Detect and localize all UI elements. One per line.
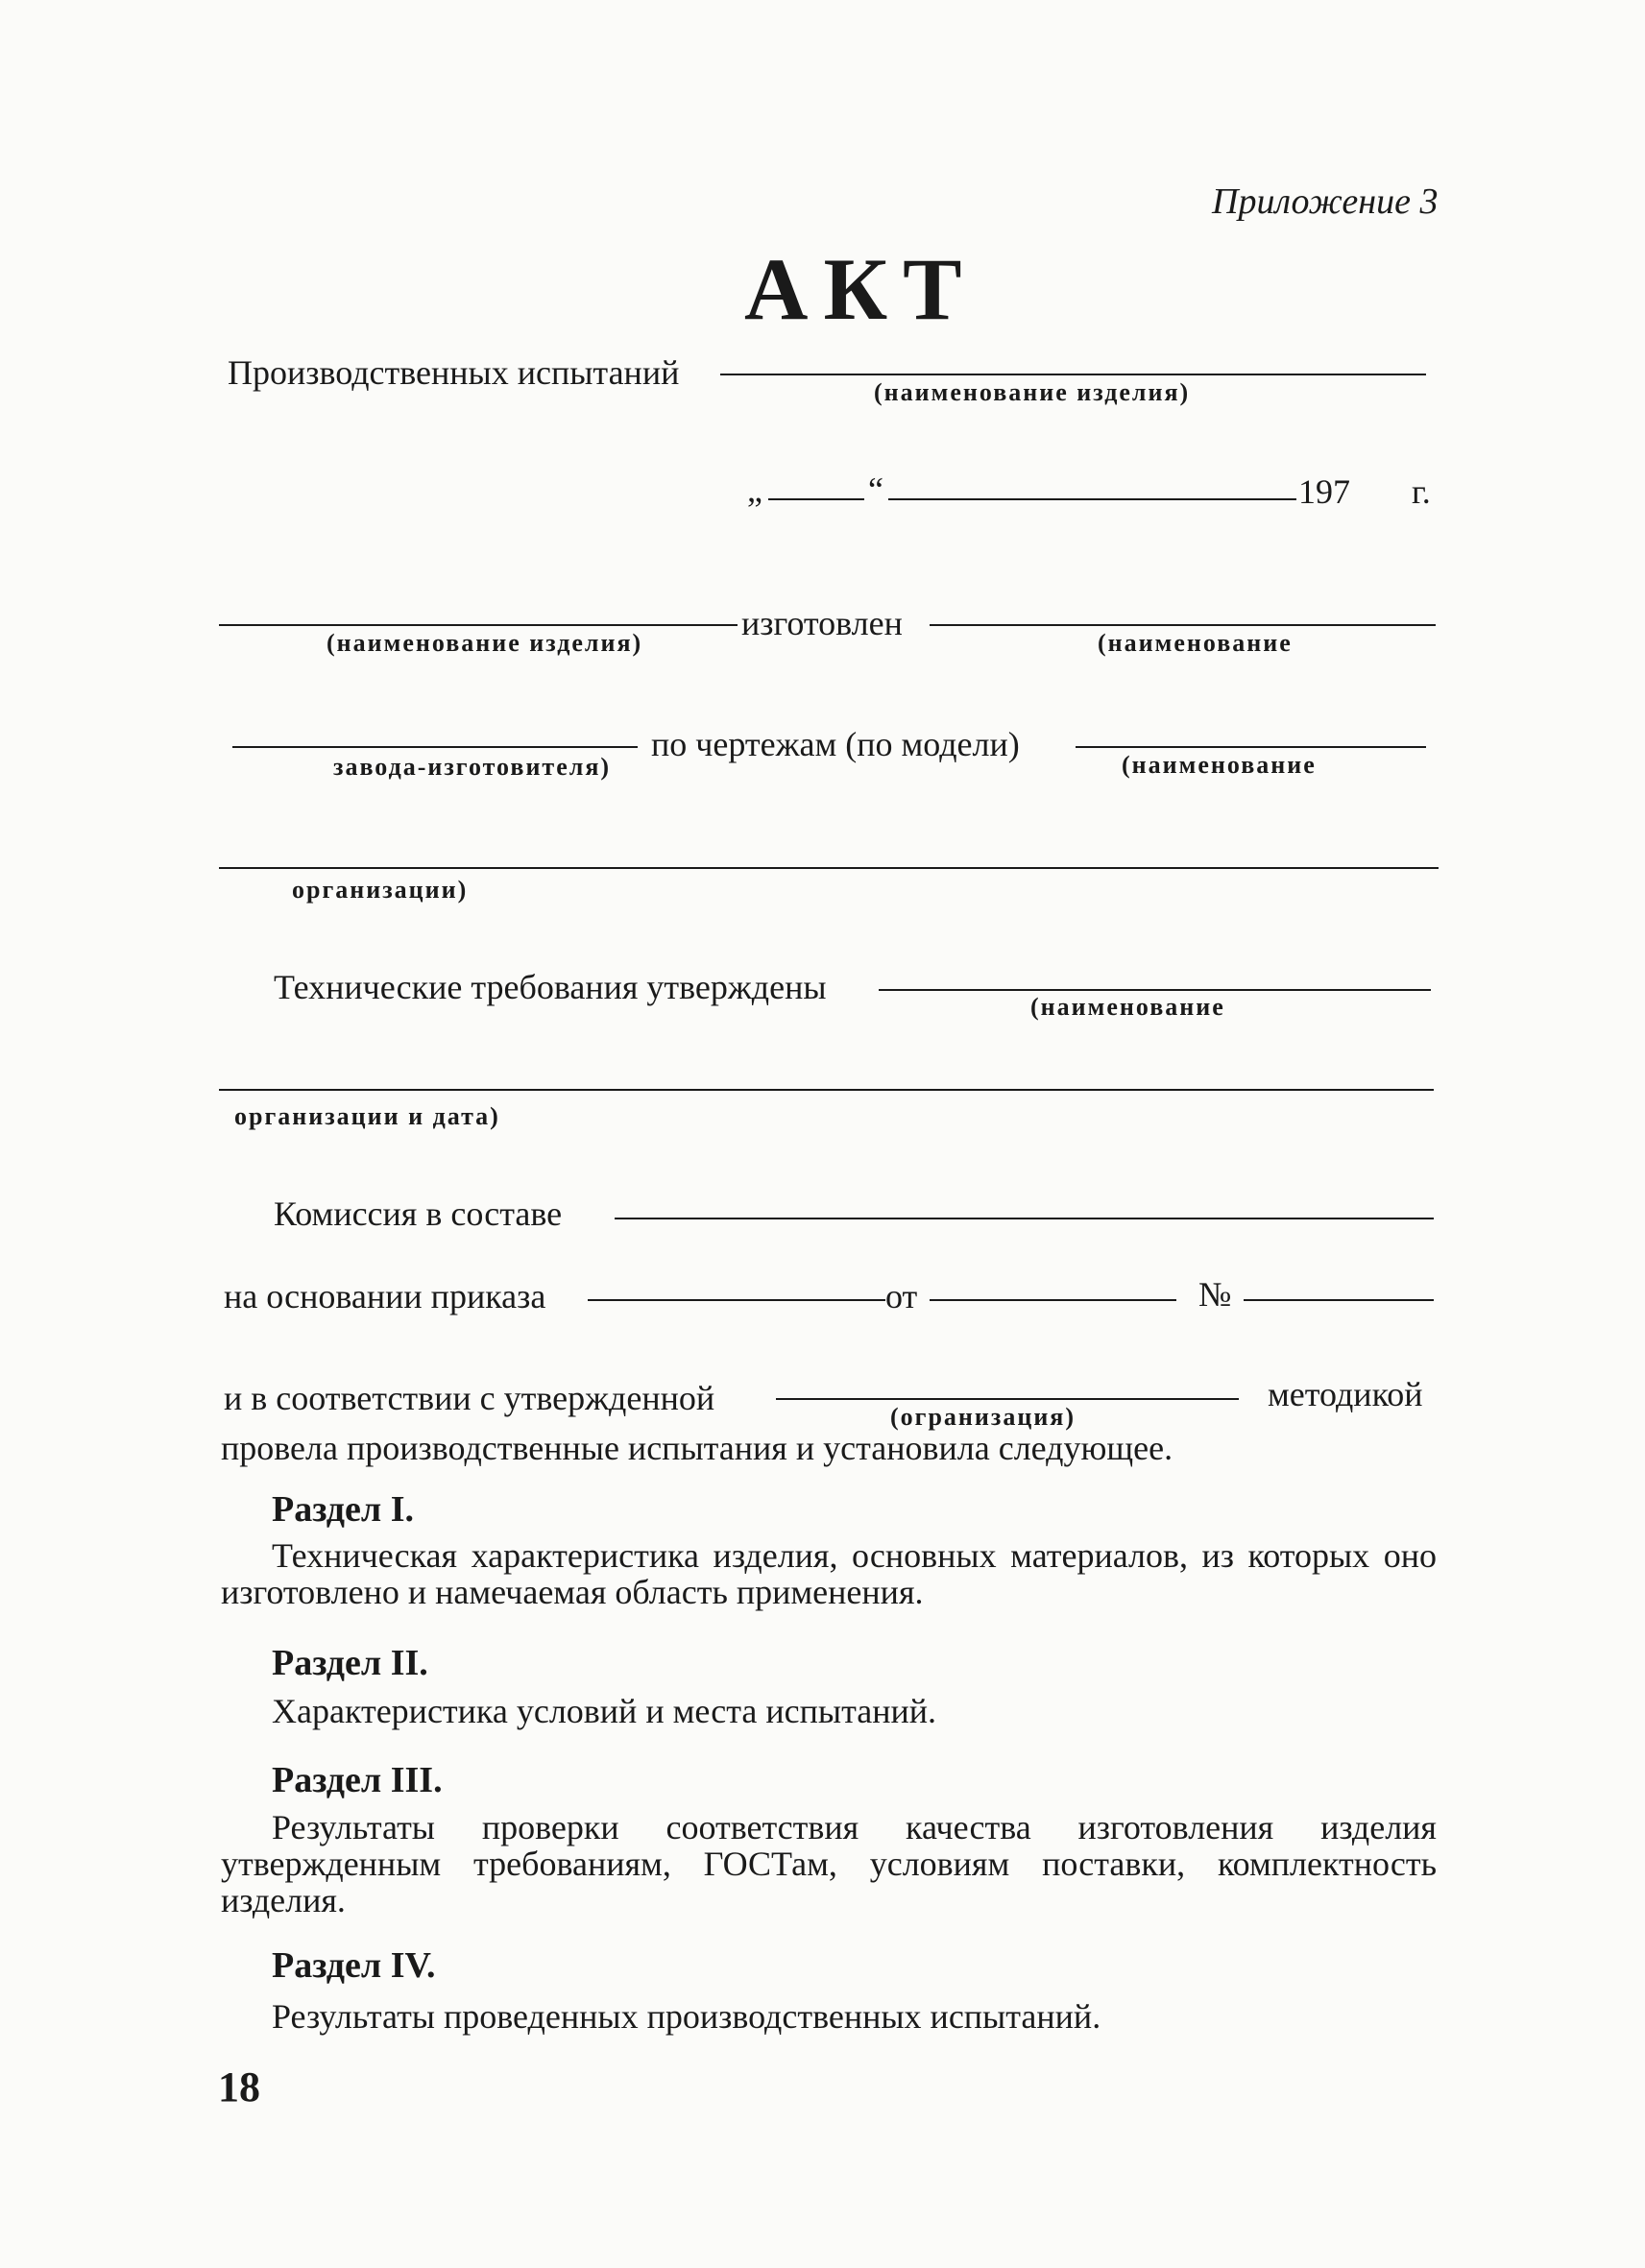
commission-label: Комиссия в составе xyxy=(274,1194,563,1233)
method-label: методикой xyxy=(1268,1375,1423,1413)
commission-blank xyxy=(615,1218,1434,1219)
product-name-blank-2 xyxy=(219,624,738,626)
manufacturer-blank xyxy=(930,624,1436,626)
section-1-text: Техническая характеристика изделия, основных материалов, из которых оно изготовлено и намечаемая область применения. xyxy=(221,1536,1437,1611)
section-2-heading: Раздел II. xyxy=(272,1643,428,1683)
tech-req-blank xyxy=(879,989,1431,991)
section-4-heading: Раздел IV. xyxy=(272,1945,436,1986)
section-3-text: Результаты проверки соответствия качества изготовления изделия утвержденным требованиям, ГОСТам, условиям поставки, комплектность изделия. xyxy=(221,1808,1437,1919)
order-number-blank xyxy=(1244,1299,1434,1301)
product-name-blank xyxy=(720,374,1426,375)
accordance-label: и в соответствии с утвержденной xyxy=(224,1379,715,1417)
org-caption-2: (огранизация) xyxy=(890,1403,1077,1431)
month-blank xyxy=(888,498,1296,500)
name-caption-2: (наименование xyxy=(1122,751,1317,779)
date-open-quote: „ xyxy=(747,470,762,509)
organization-blank xyxy=(219,867,1439,869)
name-caption-3: (наименование xyxy=(1030,993,1225,1021)
section-4-text: Результаты проведенных производственных испытаний. xyxy=(272,1997,1101,2036)
conducted-text: провела производственные испытания и установила следующее. xyxy=(221,1429,1173,1467)
date-close-quote: “ xyxy=(868,470,883,509)
plant-blank xyxy=(232,746,638,748)
org-date-caption: организации и дата) xyxy=(234,1102,500,1130)
by-drawings-label: по чертежам (по модели) xyxy=(651,725,1020,763)
year-suffix: г. xyxy=(1412,472,1431,511)
org-date-blank xyxy=(219,1089,1434,1091)
document-title: АКТ xyxy=(744,240,978,338)
org-caption: организации) xyxy=(292,876,469,904)
tech-requirements-label: Технические требования утверждены xyxy=(274,968,827,1006)
order-date-blank xyxy=(930,1299,1176,1301)
from-label: от xyxy=(885,1277,918,1315)
name-caption-1: (наименование xyxy=(1098,629,1293,657)
product-caption: (наименование изделия) xyxy=(874,378,1191,406)
product-caption-2: (наименование изделия) xyxy=(327,629,643,657)
plant-caption: завода-изготовителя) xyxy=(333,753,612,781)
section-2-text: Характеристика условий и места испытаний. xyxy=(272,1692,937,1730)
tests-label: Производственных испытаний xyxy=(228,353,680,392)
method-org-blank xyxy=(776,1398,1239,1400)
number-sign: № xyxy=(1198,1275,1232,1314)
section-1-heading: Раздел I. xyxy=(272,1489,414,1530)
appendix-label: Приложение 3 xyxy=(1212,181,1439,222)
order-blank xyxy=(588,1299,885,1301)
day-blank xyxy=(768,498,864,500)
drawings-org-blank xyxy=(1076,746,1426,748)
section-3-heading: Раздел III. xyxy=(272,1760,443,1800)
page-number: 18 xyxy=(218,2063,260,2111)
year-prefix: 197 xyxy=(1298,472,1350,511)
order-basis-label: на основании приказа xyxy=(224,1277,546,1315)
manufactured-label: изготовлен xyxy=(741,604,903,642)
